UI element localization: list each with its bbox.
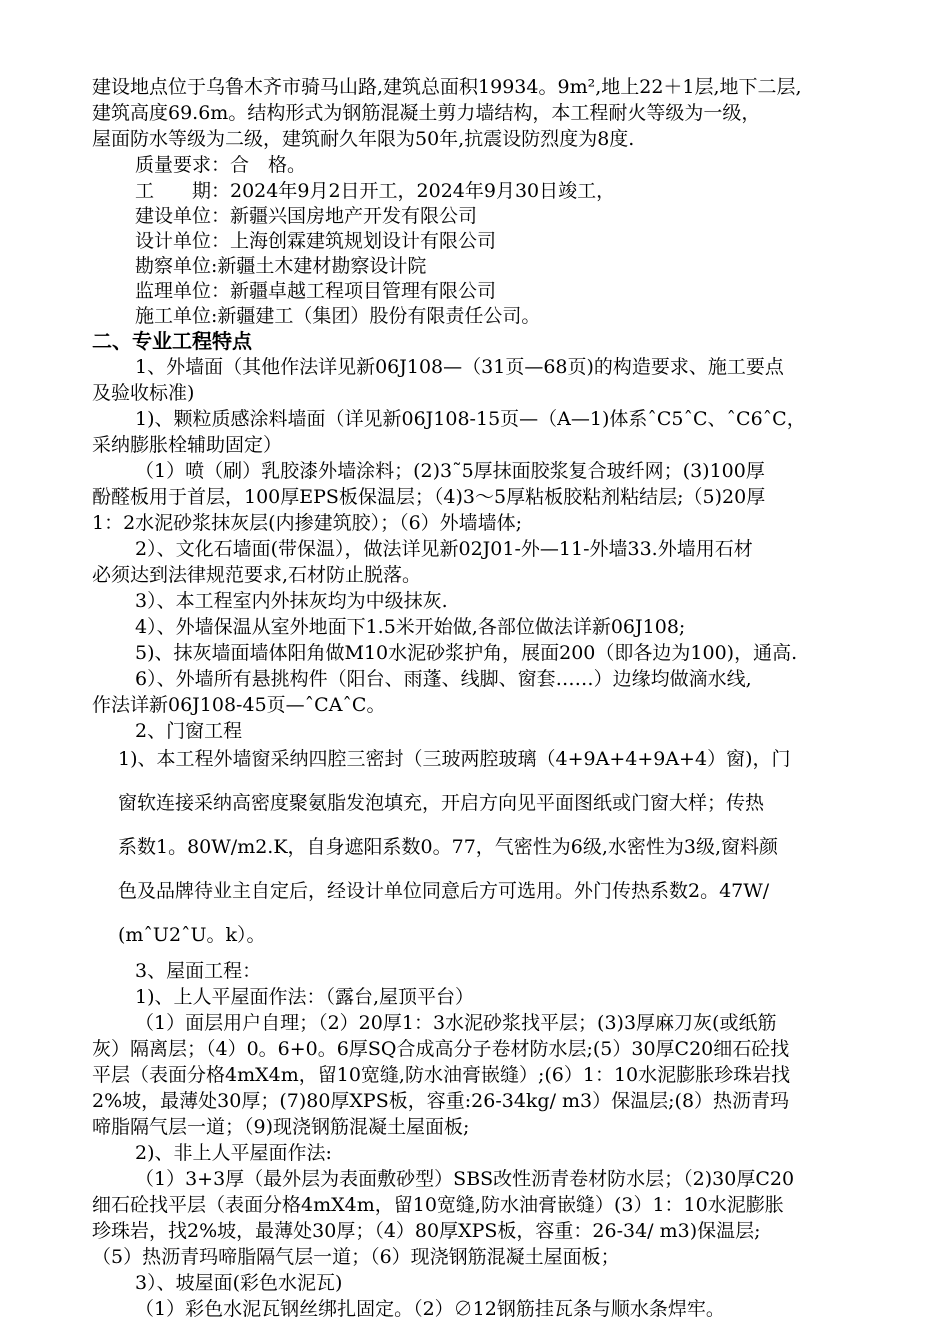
text-line: 系数1。80W/m2.K，自身遮阳系数0。77，气密性为6级,水密性为3级,窗料颜 bbox=[118, 836, 779, 858]
text-line: （1）3+3厚（最外层为表面敷砂型）SBS改性沥青卷材防水层；（2)30厚C20 bbox=[135, 1168, 795, 1190]
text-line: 1、外墙面（其他作法详见新06J108—（31页—68页)的构造要求、施工要点 bbox=[135, 356, 784, 378]
text-line: 必须达到法律规范要求,石材防止脱落。 bbox=[92, 564, 422, 586]
text-line: 1)、上人平屋面作法：（露台,屋顶平台） bbox=[135, 986, 475, 1008]
text-line: 2%坡，最薄处30厚；(7)80厚XPS板，容重:26-34kg/ m3）保温层;(8）热沥青玛 bbox=[92, 1090, 790, 1112]
text-line: 6）、外墙所有悬挑构件（阳台、雨蓬、线脚、窗套……）边缘均做滴水线, bbox=[135, 668, 752, 690]
text-line: 作法详新06J108-45页—ˆCAˆC。 bbox=[92, 694, 386, 716]
text-line: 细石砼找平层（表面分格4mX4m，留10宽缝,防水油膏嵌缝）(3）1：10水泥膨胀 bbox=[92, 1194, 784, 1216]
text-line: 及验收标准) bbox=[92, 382, 195, 404]
text-line: 设计单位：上海创霖建筑规划设计有限公司 bbox=[135, 230, 497, 252]
text-line: 3）、本工程室内外抹灰均为中级抹灰. bbox=[135, 590, 448, 612]
text-line: (mˆU2ˆU。k）。 bbox=[118, 924, 266, 946]
text-line: 1)、本工程外墙窗采纳四腔三密封（三玻两腔玻璃（4+9A+4+9A+4）窗)，门 bbox=[118, 748, 791, 770]
text-line: （1）面层用户自理；（2）20厚1：3水泥砂浆找平层；(3)3厚麻刀灰(或纸筋 bbox=[135, 1012, 777, 1034]
text-line: 3）、坡屋面(彩色水泥瓦) bbox=[135, 1272, 343, 1294]
text-line: 建设地点位于乌鲁木齐市骑马山路,建筑总面积19934。9m²,地上22＋1层,地下二层, bbox=[92, 76, 802, 98]
text-line: 质量要求：合 格。 bbox=[135, 154, 307, 176]
text-line: 色及品牌待业主自定后，经设计单位同意后方可选用。外门传热系数2。47W/ bbox=[118, 880, 770, 902]
text-line: 监理单位：新疆卓越工程项目管理有限公司 bbox=[135, 280, 497, 302]
text-line: 2、门窗工程 bbox=[135, 720, 243, 742]
text-line: 4）、外墙保温从室外地面下1.5米开始做,各部位做法详新06J108; bbox=[135, 616, 686, 638]
text-line: 屋面防水等级为二级，建筑耐久年限为50年,抗震设防烈度为8度. bbox=[92, 128, 635, 150]
section-heading: 二、专业工程特点 bbox=[92, 329, 252, 353]
text-line: （1）喷（刷）乳胶漆外墙涂料；(2)3˜5厚抹面胶浆复合玻纤网；(3)100厚 bbox=[135, 460, 765, 482]
text-line: （1）彩色水泥瓦钢丝绑扎固定。（2）∅12钢筋挂瓦条与顺水条焊牢。 bbox=[135, 1298, 725, 1320]
text-line: 啼脂隔气层一道；（9)现浇钢筋混凝土屋面板; bbox=[92, 1116, 470, 1138]
text-line: 2）、文化石墙面(带保温），做法详见新02J01-外—11-外墙33.外墙用石材 bbox=[135, 538, 753, 560]
text-line: 1：2水泥砂浆抹灰层(内掺建筑胶）；（6）外墙墙体; bbox=[92, 512, 523, 534]
text-line: 酚醛板用于首层，100厚EPS板保温层；（4)3～5厚粘板胶粘剂粘结层;（5)20厚 bbox=[92, 486, 766, 508]
text-line: 珍珠岩，找2%坡，最薄处30厚；（4）80厚XPS板，容重：26-34/ m3)保温层; bbox=[92, 1220, 761, 1242]
text-line: 平层（表面分格4mX4m，留10宽缝,防水油膏嵌缝）;(6）1：10水泥膨胀珍珠岩找 bbox=[92, 1064, 791, 1086]
text-line: 2)、非上人平屋面作法: bbox=[135, 1142, 332, 1164]
text-line: 建设单位：新疆兴国房地产开发有限公司 bbox=[135, 205, 478, 227]
text-line: 建筑高度69.6m。结构形式为钢筋混凝土剪力墙结构，本工程耐火等级为一级， bbox=[92, 102, 761, 124]
text-line: 3、屋面工程： bbox=[135, 960, 262, 982]
text-line: 5)、抹灰墙面墙体阳角做M10水泥砂浆护角，展面200（即各边为100)，通高. bbox=[135, 642, 798, 664]
text-line: 勘察单位:新疆土木建材勘察设计院 bbox=[135, 255, 427, 277]
text-line: 灰）隔离层；（4）0。6+0。6厚SQ合成高分子卷材防水层;(5）30厚C20细石砼找 bbox=[92, 1038, 790, 1060]
text-line: （5）热沥青玛啼脂隔气层一道；（6）现浇钢筋混凝土屋面板； bbox=[92, 1246, 620, 1268]
text-line: 工 期：2024年9月2日开工，2024年9月30日竣工， bbox=[135, 180, 616, 202]
text-line: 1)、颗粒质感涂料墙面（详见新06J108-15页—（A—1)体系ˆC5ˆC、ˆC6ˆC， bbox=[135, 408, 806, 430]
text-line: 施工单位:新疆建工（集团）股份有限责任公司。 bbox=[135, 305, 541, 327]
text-line: 窗软连接采纳高密度聚氨脂发泡填充，开启方向见平面图纸或门窗大样；传热 bbox=[118, 792, 765, 814]
text-line: 采纳膨胀栓辅助固定） bbox=[92, 434, 283, 456]
